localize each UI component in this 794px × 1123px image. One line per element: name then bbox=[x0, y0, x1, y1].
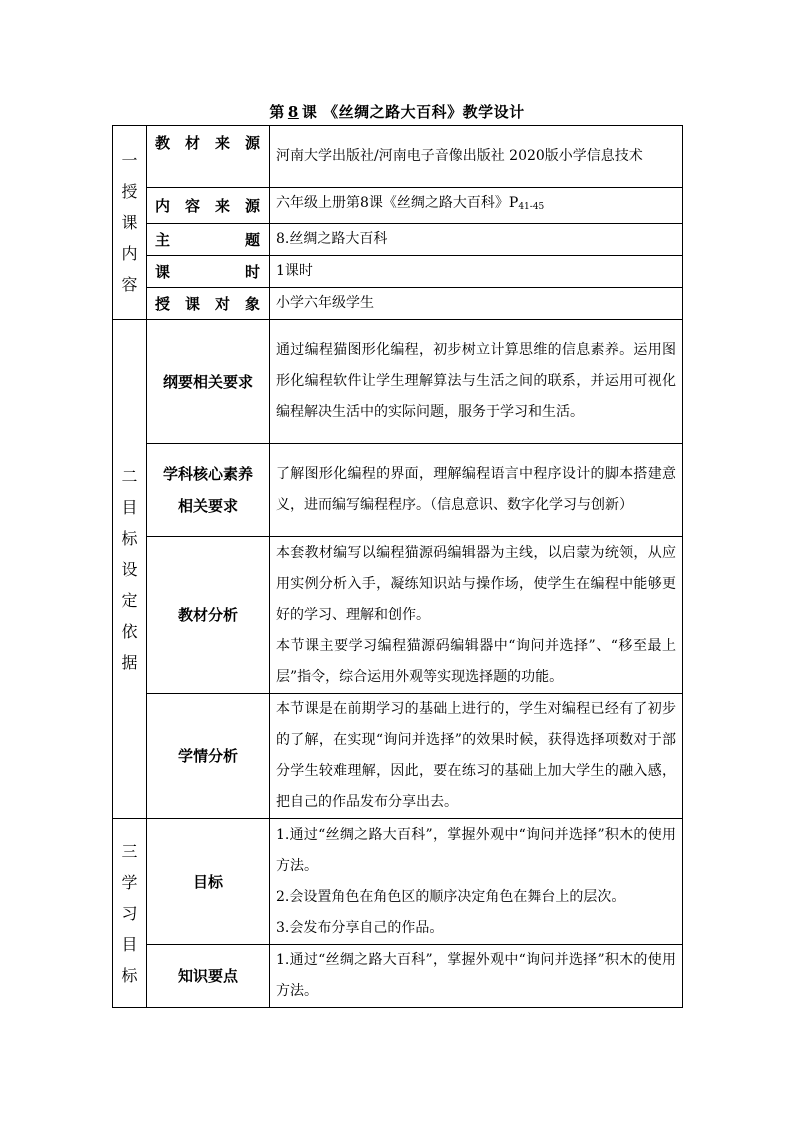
section-label-1: 一 授 课 内 容 bbox=[113, 126, 147, 320]
row-value: 本节课是在前期学习的基础上进行的，学生对编程已经有了初步的了解，在实现“询问并选择”的效果时候，获得选择项数对于部分学生较难理解，因此，要在练习的基础上加大学生的融入感，把自己的作品发布分享出去。 bbox=[270, 694, 683, 819]
table-row bbox=[113, 126, 683, 188]
table-row bbox=[113, 224, 683, 256]
row-value: 通过编程猫图形化编程，初步树立计算思维的信息素养。运用图形化编程软件让学生理解算法与生活之间的联系，并运用可视化编程解决生活中的实际问题，服务于学习和生活。 bbox=[270, 320, 683, 444]
row-value: 1课时 bbox=[270, 256, 683, 288]
section-label-3: 三 学 习 目 标 bbox=[113, 819, 147, 1008]
lesson-number: 8 bbox=[287, 103, 299, 121]
row-label: 知识要点 bbox=[147, 945, 270, 1008]
row-value: 1.通过“丝绸之路大百科”，掌握外观中“询问并选择”积木的使用方法。 2.会设置角色在角色区的顺序决定角色在舞台上的层次。 3.会发布分享自己的作品。 bbox=[270, 819, 683, 945]
row-value: 河南大学出版社/河南电子音像出版社 2020版小学信息技术 bbox=[270, 126, 683, 188]
page-range: 41-45 bbox=[518, 202, 545, 212]
row-label: 内容来源 bbox=[147, 188, 270, 224]
row-label: 学科核心素养相关要求 bbox=[147, 444, 270, 537]
table-row bbox=[113, 188, 683, 224]
row-label: 纲要相关要求 bbox=[147, 320, 270, 444]
row-label: 授课对象 bbox=[147, 288, 270, 320]
row-label: 学情分析 bbox=[147, 694, 270, 819]
table-row bbox=[113, 537, 683, 694]
table-row bbox=[113, 694, 683, 819]
row-value: 六年级上册第8课《丝绸之路大百科》$P_{41-45}$ bbox=[270, 188, 683, 224]
table-row bbox=[113, 819, 683, 945]
table-row bbox=[113, 320, 683, 444]
row-value: 了解图形化编程的界面，理解编程语言中程序设计的脚本搭建意义，进而编写编程程序。（信息意识、数字化学习与创新） bbox=[270, 444, 683, 537]
row-value: 1.通过“丝绸之路大百科”，掌握外观中“询问并选择”积木的使用方法。 bbox=[270, 945, 683, 1008]
row-label: 目标 bbox=[147, 819, 270, 945]
title-prefix: 第 bbox=[269, 103, 285, 121]
table-row bbox=[113, 444, 683, 537]
row-value: 8.丝绸之路大百科 bbox=[270, 224, 683, 256]
row-label: 教材分析 bbox=[147, 537, 270, 694]
row-label: 教材来源 bbox=[147, 126, 270, 188]
title-suffix: 课 《丝绸之路大百科》教学设计 bbox=[301, 103, 525, 121]
table-row bbox=[113, 288, 683, 320]
row-value: 本套教材编写以编程猫源码编辑器为主线，以启蒙为统领，从应用实例分析入手，凝练知识站与操作场，使学生在编程中能够更好的学习、理解和创作。 本节课主要学习编程猫源码编辑器中“询问并选择”、“移至最上层”指令，综合运用外观等实现选择题的功能。 bbox=[270, 537, 683, 694]
row-label: 课时 bbox=[147, 256, 270, 288]
section-label-2: 二 目 标 设 定 依 据 bbox=[113, 320, 147, 819]
row-value: 小学六年级学生 bbox=[270, 288, 683, 320]
page-title bbox=[112, 101, 682, 122]
table-row bbox=[113, 945, 683, 1008]
row-label: 主题 bbox=[147, 224, 270, 256]
lesson-plan-table bbox=[112, 125, 683, 1008]
table-row bbox=[113, 256, 683, 288]
